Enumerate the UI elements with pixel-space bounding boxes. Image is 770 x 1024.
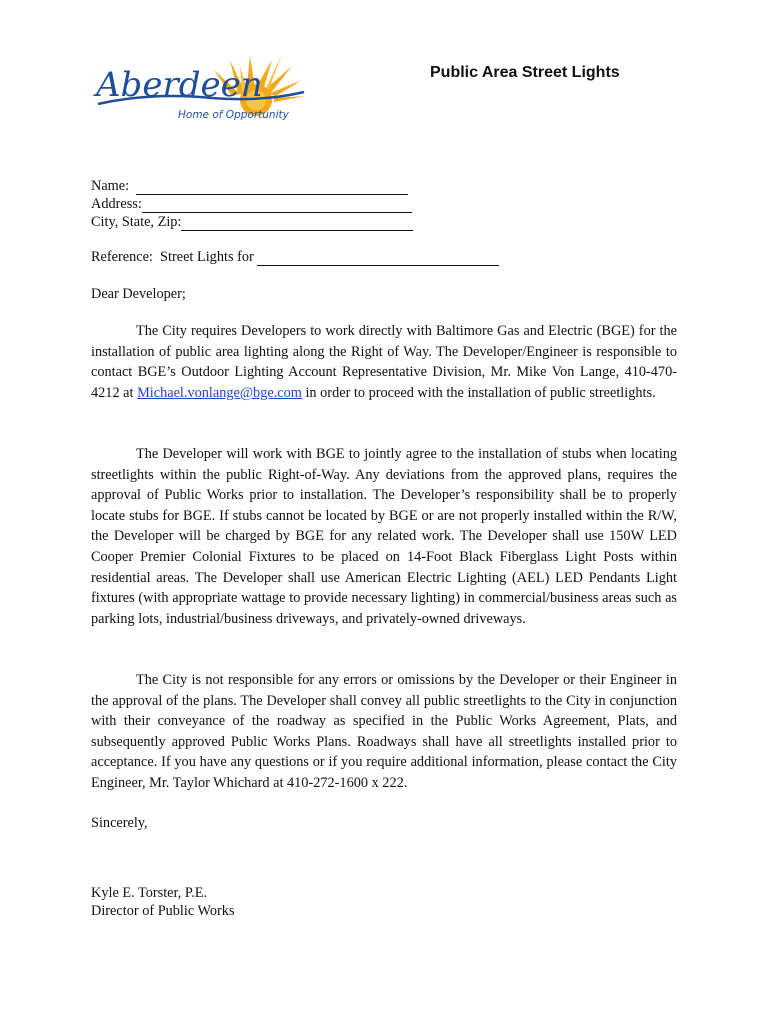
greeting: Dear Developer; [91, 286, 186, 302]
reference-label: Reference: Street Lights for [91, 249, 254, 265]
paragraph-2: The Developer will work with BGE to jointly agree to the installation of stubs when locating streetlights within the public Right-of-Way. Any deviations from the approved plans, requires the approval of Public Works prior to installation. The Developer’s responsibility shall be to properly locate stubs for BGE. If stubs cannot be located by BGE or are not properly installed within the R/W, the Developer will be charged by BGE for any related work. The Developer shall use 150W LED Cooper Premier Colonial Fixtures to be placed on 14-Foot Black Fiberglass Light Posts within residential areas. The Developer shall use American Electric Lighting (AEL) LED Pendants Light fixtures (with appropriate wattage to provide necessary lighting) in commercial/business areas such as parking lots, industrial/business driveways, and privately-owned driveways. [91, 446, 677, 627]
signer-title: Director of Public Works [91, 903, 235, 919]
signer-name: Kyle E. Torster, P.E. [91, 885, 208, 901]
logo-tagline: Home of Opportunity [178, 109, 289, 121]
paragraph-1-text-end: in order to proceed with the installation of public streetlights. [301, 384, 656, 401]
signature-block [91, 884, 235, 920]
name-label: Name: [91, 178, 130, 194]
address-label: Address: [91, 196, 142, 212]
logo-wordmark: Aberdeen [96, 65, 263, 105]
email-link[interactable]: Michael.vonlange@bge.com [137, 384, 302, 401]
paragraph-1 [91, 321, 677, 403]
reference-blank-line [257, 251, 499, 266]
paragraph-3: The City is not responsible for any errors or omissions by the Developer or their Engineer in the approval of the plans. The Developer shall convey all public streetlights to the City in conjunction with their conveyance of the roadway as specified in the Public Works Agreement, Plats, and subsequently approved Public Works Plans. Roadways shall have all streetlights installed prior to acceptance. If you have any questions or if you require additional information, please contact the City Engineer, Mr. Taylor Whichard at 410-272-1600 x 222. [91, 672, 677, 791]
reference-line [91, 249, 499, 266]
city-state-zip-label: City, State, Zip: [91, 214, 182, 230]
aberdeen-logo [92, 52, 307, 126]
paragraph-1-text: The City requires Developers to work directly with Baltimore Gas and Electric (BGE) for the installation of public area lighting along the Right of Way. The Developer/Engineer is responsible to contact BGE’s Outdoor Lighting Account Representative Division, Mr. Mike Von Lange, 410-470-4212 at [91, 323, 677, 401]
name-blank-line [136, 180, 408, 195]
address-blank-line [142, 198, 412, 213]
page-title: Public Area Street Lights [430, 64, 620, 81]
city-blank-line [181, 216, 413, 231]
address-block [91, 177, 413, 231]
closing: Sincerely, [91, 815, 148, 831]
